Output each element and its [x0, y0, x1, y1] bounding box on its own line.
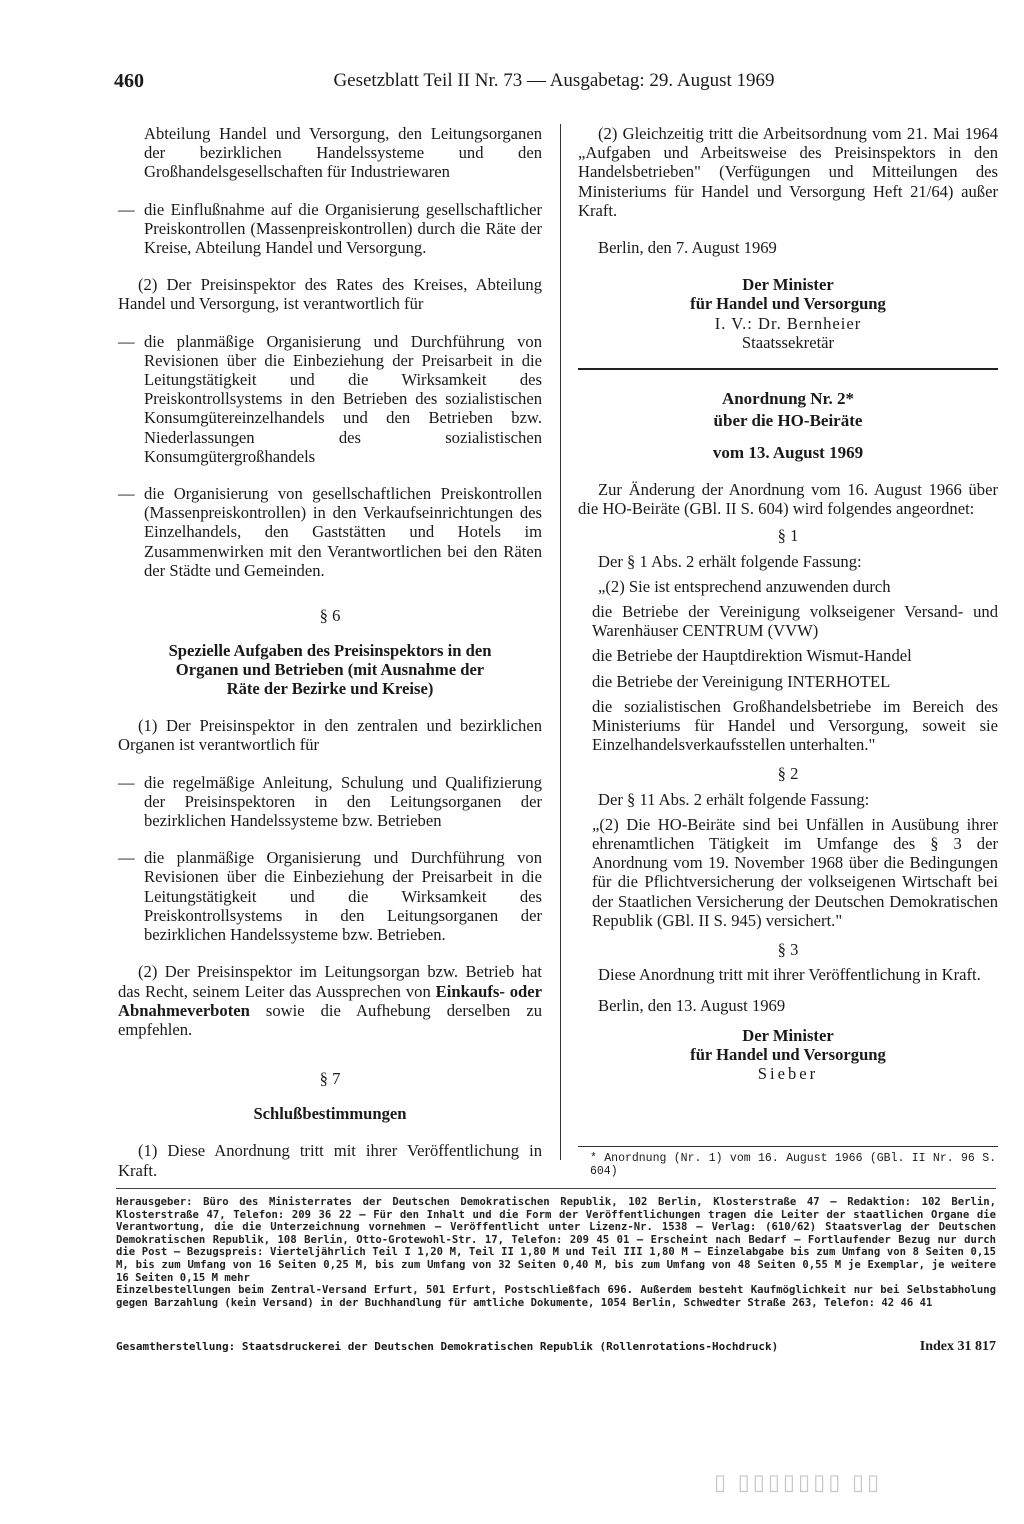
dash-bullet: — [118, 484, 135, 504]
paragraph: (1) Diese Anordnung tritt mit ihrer Veröffentlichung in Kraft. [118, 1141, 542, 1180]
text-run: sowie die Aufhebung derselben zu empfehlen. [118, 1000, 542, 1039]
signature-name: I. V.: Dr. Bernheier [714, 313, 862, 333]
ordinance-subtitle: über die HO-Beiräte [713, 411, 863, 430]
list-item [118, 332, 542, 466]
list-item [118, 200, 542, 258]
list-item-text: die planmäßige Organisierung und Durchführung von Revisionen über die Einbeziehung der Preisarbeit in die Leitungstätigkeit und die Wirksamkeit des Preiskontrollsystems in den Leitungsorganen der bezirklichen Handelssysteme bzw. Betrieben. [144, 848, 542, 945]
text-run: (2) Der Preisinspektor im Leitungsorgan bzw. Betrieb hat das Recht, seinem Leiter das Aussprechen von [118, 962, 542, 1001]
quote-line: die Betriebe der Vereinigung INTERHOTEL [592, 671, 891, 691]
paragraph [118, 962, 542, 1039]
quote-line: die Betriebe der Hauptdirektion Wismut-Handel [592, 646, 912, 666]
date-line: Berlin, den 7. August 1969 [598, 238, 777, 258]
list-item [118, 848, 542, 944]
column-divider [560, 124, 561, 1160]
list-item-text: die Einflußnahme auf die Organisierung gesellschaftlicher Preiskontrollen (Massenpreiskontrollen) durch die Räte der Kreise, Abteilung Handel und Versorgung. [144, 199, 542, 258]
production-line [116, 1340, 996, 1356]
section-heading: Spezielle Aufgaben des Preisinspektors in den Organen und Betrieben (mit Ausnahme der Räte der Bezirke und Kreise) [168, 641, 492, 699]
imprint [116, 1196, 996, 1309]
paragraph: Der § 1 Abs. 2 erhält folgende Fassung: [598, 551, 862, 571]
horizontal-rule [578, 368, 998, 370]
dash-bullet: — [118, 199, 135, 219]
quote-paragraph: „(2) Die HO-Beiräte sind bei Unfällen in Ausübung ihrer ehrenamtlichen Tätigkeit im Umfange des § 3 der Anordnung vom 19. November 1968 über die Bedingungen für die Pflichtversicherung der volkseigenen Wirtschaft bei der Staatlichen Versicherung der Deutschen Demokratischen Republik (GBl. II S. 945) versichert." [592, 814, 998, 930]
section-number: § 7 [319, 1069, 341, 1089]
paragraph: (2) Gleichzeitig tritt die Arbeitsordnung vom 21. Mai 1964 „Aufgaben und Arbeitsweise des Preisinspektors in den Handelsbetrieben" (Verfügungen und Mitteilungen des Ministeriums für Handel und Versorgung Heft 21/64) außer Kraft. [578, 124, 998, 220]
section-number: § 6 [319, 606, 341, 626]
list-item-text: die Organisierung von gesellschaftlichen Preiskontrollen (Massenpreiskontrollen) in den Verkaufseinrichtungen des Einzelhandels, den Gaststätten und Hotels im Zusammenwirken mit den Verantwortlichen bei den Räten der Städte und Gemeinden. [144, 484, 542, 580]
dash-bullet: — [118, 772, 135, 792]
page-header-title: Gesetzblatt Teil II Nr. 73 — Ausgabetag: 29. August 1969 [333, 70, 775, 91]
paragraph: (1) Der Preisinspektor in den zentralen und bezirklichen Organen ist verantwortlich für [118, 716, 542, 755]
list-item-text: die planmäßige Organisierung und Durchführung von Revisionen über die Einbeziehung der Preisarbeit in die Leitungstätigkeit und die Wirksamkeit des Preiskontrollsystems in den Betrieben des sozialistischen Konsumgütereinzelhandels und den Betrieben bzw. Niederlassungen des sozialistischen Konsumgütergroßhandels [144, 331, 542, 466]
show-through-stamp: ▯ ▯▯▯▯▯▯▯ ▯▯ [714, 1473, 883, 1498]
bold-text-run: Einkaufs- oder Abnahmeverboten [118, 981, 542, 1020]
signature-name: Sieber [757, 1064, 819, 1084]
list-item-text: die regelmäßige Anleitung, Schulung und Qualifizierung der Preisinspektoren in den Leitungsorganen der bezirklichen Handelssysteme bzw. Betrieben [144, 772, 542, 831]
paragraph: Abteilung Handel und Versorgung, den Leitungsorganen der bezirklichen Handelssysteme und den Großhandelsgesellschaften für Industriewaren [144, 124, 542, 182]
paragraph: (2) Der Preisinspektor des Rates des Kreises, Abteilung Handel und Versorgung, ist verantwortlich für [118, 275, 542, 314]
paragraph: Der § 11 Abs. 2 erhält folgende Fassung: [598, 789, 870, 809]
signature-ministry: für Handel und Versorgung [690, 294, 886, 314]
production-text: Gesamtherstellung: Staatsdruckerei der Deutschen Demokratischen Republik (Rollenrotations-Hochdruck) [116, 1340, 779, 1353]
list-item [118, 484, 542, 580]
page-number: 460 [114, 70, 144, 92]
section-number: § 3 [777, 940, 799, 960]
quote-line: die sozialistischen Großhandelsbetriebe im Bereich des Ministeriums für Handel und Versorgung, soweit sie Einzelhandelsverkaufsstellen unterhalten." [592, 696, 998, 755]
paragraph: Zur Änderung der Anordnung vom 16. August 1966 über die HO-Beiräte (GBl. II S. 604) wird folgendes angeordnet: [578, 480, 998, 519]
imprint-orders: Einzelbestellungen beim Zentral-Versand Erfurt, 501 Erfurt, Postschließfach 696. Außerdem besteht Kaufmöglichkeit nur bei Selbstabholung gegen Barzahlung (kein Versand) in der Buchhandlung für amtliche Dokumente, 1054 Berlin, Schwedter Straße 263, Telefon: 42 46 41 [116, 1284, 996, 1309]
quote-line: die Betriebe der Vereinigung volkseigener Versand- und Warenhäuser CENTRUM (VVW) [592, 602, 998, 641]
signature-ministry: für Handel und Versorgung [690, 1044, 886, 1064]
section-heading: Schlußbestimmungen [253, 1104, 407, 1124]
section-number: § 2 [777, 764, 799, 784]
left-column [118, 124, 542, 1180]
section-number: § 1 [777, 526, 799, 546]
ordinance-title: Anordnung Nr. 2* [721, 389, 855, 408]
signature-title: Der Minister [742, 275, 834, 295]
footnote-rule [578, 1146, 998, 1147]
dash-bullet: — [118, 848, 135, 868]
list-item [118, 773, 542, 831]
right-column [578, 124, 998, 352]
signature-role: Staatssekretär [741, 332, 835, 352]
right-column-ordinance [578, 388, 998, 1083]
date-line: Berlin, den 13. August 1969 [598, 996, 786, 1016]
ordinance-date: vom 13. August 1969 [712, 443, 864, 462]
footnote: * Anordnung (Nr. 1) vom 16. August 1966 (GBl. II Nr. 96 S. 604) [590, 1152, 996, 1178]
index-number: Index 31 817 [919, 1339, 996, 1354]
paragraph: Diese Anordnung tritt mit ihrer Veröffentlichung in Kraft. [598, 965, 981, 985]
imprint-publisher: Herausgeber: Büro des Ministerrates der Deutschen Demokratischen Republik, 102 Berlin, Klosterstraße 47 — Redaktion: 102 Berlin, Klosterstraße 47, Telefon: 209 36 22 — Für den Inhalt und die Form der Veröffentlichungen tragen die Leiter der staatlichen Organe die Verantwortung, die die Unterzeichnung vornehmen — Veröffentlicht unter Lizenz-Nr. 1538 — Verlag: (610/62) Staatsverlag der Deutschen Demokratischen Republik, 108 Berlin, Otto-Grotewohl-Str. 17, Telefon: 209 45 01 — Erscheint nach Bedarf — Fortlaufender Bezug nur durch die Post — Bezugspreis: Vierteljährlich Teil I 1,20 M, Teil II 1,80 M und Teil III 1,80 M — Einzelabgabe bis zum Umfang von 8 Seiten 0,15 M, bis zum Umfang von 16 Seiten 0,25 M, bis zum Umfang von 32 Seiten 0,40 M, bis zum Umfang von 48 Seiten 0,55 M je Exemplar, je weitere 16 Seiten 0,15 M mehr [116, 1196, 996, 1284]
signature-title: Der Minister [742, 1025, 834, 1045]
page-header [112, 70, 996, 96]
dash-bullet: — [118, 331, 135, 351]
imprint-rule [116, 1188, 996, 1189]
quote-line: „(2) Sie ist entsprechend anzuwenden durch [598, 576, 891, 596]
